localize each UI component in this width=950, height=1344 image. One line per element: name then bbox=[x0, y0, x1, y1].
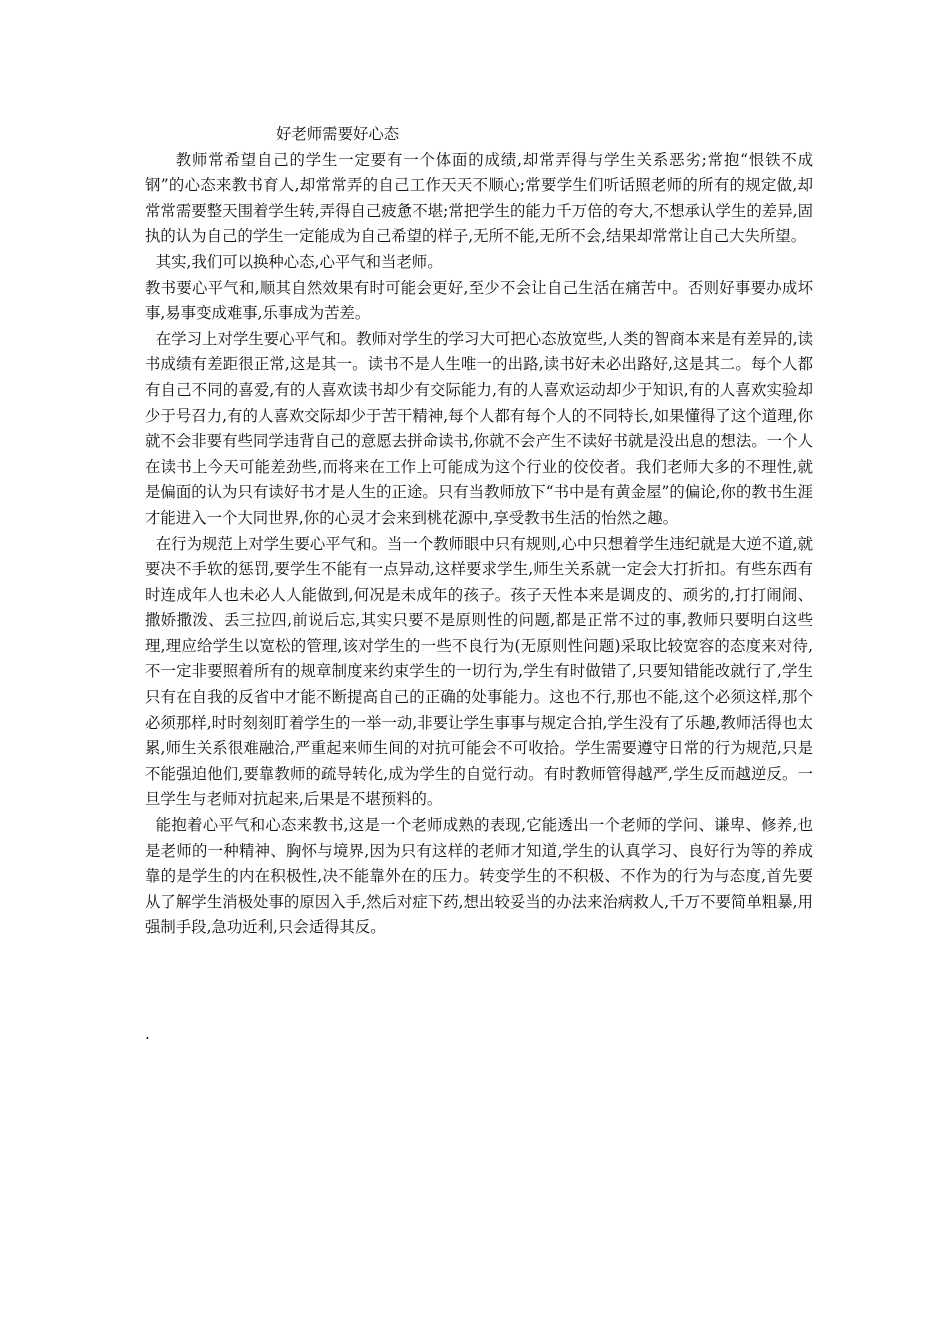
article bbox=[145, 122, 813, 941]
article-title: 好老师需要好心态 bbox=[276, 125, 400, 143]
end-mark: . bbox=[145, 1025, 150, 1043]
paragraph-thesis: 其实,我们可以换种心态,心平气和当老师。 bbox=[155, 252, 443, 271]
paragraph-behavior: 在行为规范上对学生要心平气和。当一个教师眼中只有规则,心中只想着学生违纪就是大逆不道,就要决不手软的惩罚,要学生不能有一点异动,这样要求学生,师生关系就一定会大打折扣。有些东西有时连成年人也未必人人能做到,何况是未成年的孩子。孩子天性本来是调皮的、顽劣的,打打闹闹、撒娇撒泼、丢三拉四,前说后忘,其实只要不是原则性的问题,都是正常不过的事,教师只要明白这些理,理应给学生以宽松的管理,该对学生的一些不良行为(无原则性问题)采取比较宽容的态度来对待,不一定非要照着所有的规章制度来约束学生的一切行为,学生有时做错了,只要知错能改就行了,学生只有在自我的反省中才能不断提高自己的正确的处事能力。这也不行,那也不能,这个必须这样,那个必须那样,时时刻刻盯着学生的一举一动,非要让学生事事与规定合拍,学生没有了乐趣,教师活得也太累,师生关系很难融洽,严重起来师生间的对抗可能会不可收拾。学生需要遵守日常的行为规范,只是不能强迫他们,要靠教师的疏导转化,成为学生的自觉行动。有时教师管得越严,学生反而越逆反。一旦学生与老师对抗起来,后果是不堪预料的。 bbox=[145, 534, 813, 809]
paragraph-intro: 教师常希望自己的学生一定要有一个体面的成绩,却常弄得与学生关系恶劣;常抱“恨铁不成钢”的心态来教书育人,却常常弄的自己工作天天不顺心;常要学生们听话照老师的所有的规定做,却常常需要整天围着学生转,弄得自己疲惫不堪;常把学生的能力千万倍的夸大,不想承认学生的差异,固执的认为自己的学生一定能成为自己希望的样子,无所不能,无所不会,结果却常常让自己大失所望。 bbox=[145, 150, 813, 246]
paragraph-teaching: 教书要心平气和,顺其自然效果有时可能会更好,至少不会让自己生活在痛苦中。否则好事要办成坏事,易事变成难事,乐事成为苦差。 bbox=[145, 278, 813, 323]
paragraph-study: 在学习上对学生要心平气和。教师对学生的学习大可把心态放宽些,人类的智商本来是有差异的,读书成绩有差距很正常,这是其一。读书不是人生唯一的出路,读书好未必出路好,这是其二。每个人都有自己不同的喜爱,有的人喜欢读书却少有交际能力,有的人喜欢运动却少于知识,有的人喜欢实验却少于号召力,有的人喜欢交际却少于苦干精神,每个人都有每个人的不同特长,如果懂得了这个道理,你就不会非要有些同学违背自己的意愿去拼命读书,你就不会产生不读好书就是没出息的想法。一个人在读书上今天可能差劲些,而将来在工作上可能成为这个行业的佼佼者。我们老师大多的不理性,就是偏面的认为只有读好书才是人生的正途。只有当教师放下“书中是有黄金屋”的偏论,你的教书生涯才能进入一个大同世界,你的心灵才会来到桃花源中,享受教书生活的怡然之趣。 bbox=[145, 329, 813, 527]
paragraph-conclusion: 能抱着心平气和心态来教书,这是一个老师成熟的表现,它能透出一个老师的学问、谦卑、修养,也是老师的一种精神、胸怀与境界,因为只有这样的老师才知道,学生的认真学习、良好行为等的养成靠的是学生的内在积极性,决不能靠外在的压力。转变学生的不积极、不作为的行为与态度,首先要从了解学生消极处事的原因入手,然后对症下药,想出较妥当的办法来治病救人,千万不要简单粗暴,用强制手段,急功近利,只会适得其反。 bbox=[145, 816, 813, 937]
